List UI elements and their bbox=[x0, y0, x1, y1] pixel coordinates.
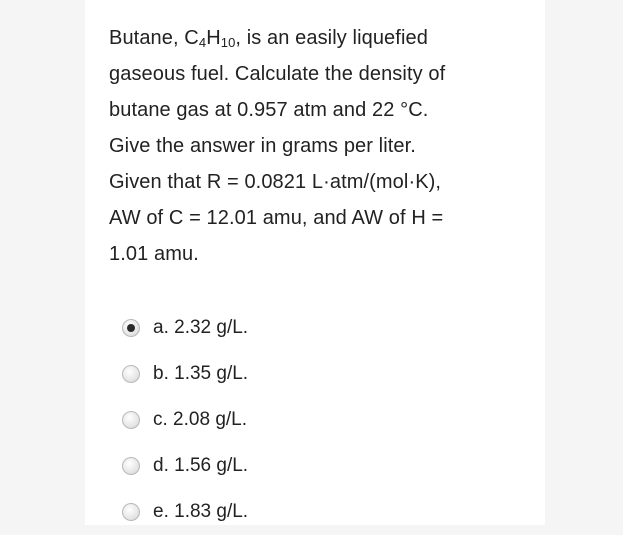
option-label: d. 1.56 g/L. bbox=[153, 455, 249, 476]
option-label: c. 2.08 g/L. bbox=[153, 409, 248, 430]
option-b[interactable] bbox=[122, 351, 422, 397]
subscript-10: 10 bbox=[220, 35, 236, 50]
question-line-1-prefix: Butane, C bbox=[109, 27, 199, 49]
option-a[interactable] bbox=[122, 305, 422, 351]
subscript-4: 4 bbox=[198, 35, 207, 50]
option-d[interactable] bbox=[122, 443, 422, 489]
question-line-1 bbox=[109, 20, 539, 56]
answer-options bbox=[122, 305, 422, 535]
question-line-3: butane gas at 0.957 atm and 22 °C. bbox=[109, 99, 429, 121]
question-text bbox=[109, 20, 539, 272]
radio-button[interactable] bbox=[122, 365, 140, 383]
radio-button[interactable] bbox=[122, 411, 140, 429]
radio-button[interactable] bbox=[122, 503, 140, 521]
radio-button[interactable] bbox=[122, 457, 140, 475]
question-line-1-mid: H bbox=[206, 27, 221, 49]
option-label: b. 1.35 g/L. bbox=[153, 363, 249, 384]
question-line-1-suffix: , is an easily liquefied bbox=[235, 27, 428, 49]
option-label: e. 1.83 g/L. bbox=[153, 501, 249, 522]
question-line-4: Give the answer in grams per liter. bbox=[109, 135, 416, 157]
radio-button[interactable] bbox=[122, 319, 140, 337]
option-c[interactable] bbox=[122, 397, 422, 443]
question-line-5: Given that R = 0.0821 L·atm/(mol·K), bbox=[109, 171, 442, 193]
option-e[interactable] bbox=[122, 489, 422, 535]
question-line-6: AW of C = 12.01 amu, and AW of H = bbox=[109, 207, 444, 229]
question-line-2: gaseous fuel. Calculate the density of bbox=[109, 63, 446, 85]
option-label: a. 2.32 g/L. bbox=[153, 317, 249, 338]
question-line-7: 1.01 amu. bbox=[109, 243, 199, 265]
